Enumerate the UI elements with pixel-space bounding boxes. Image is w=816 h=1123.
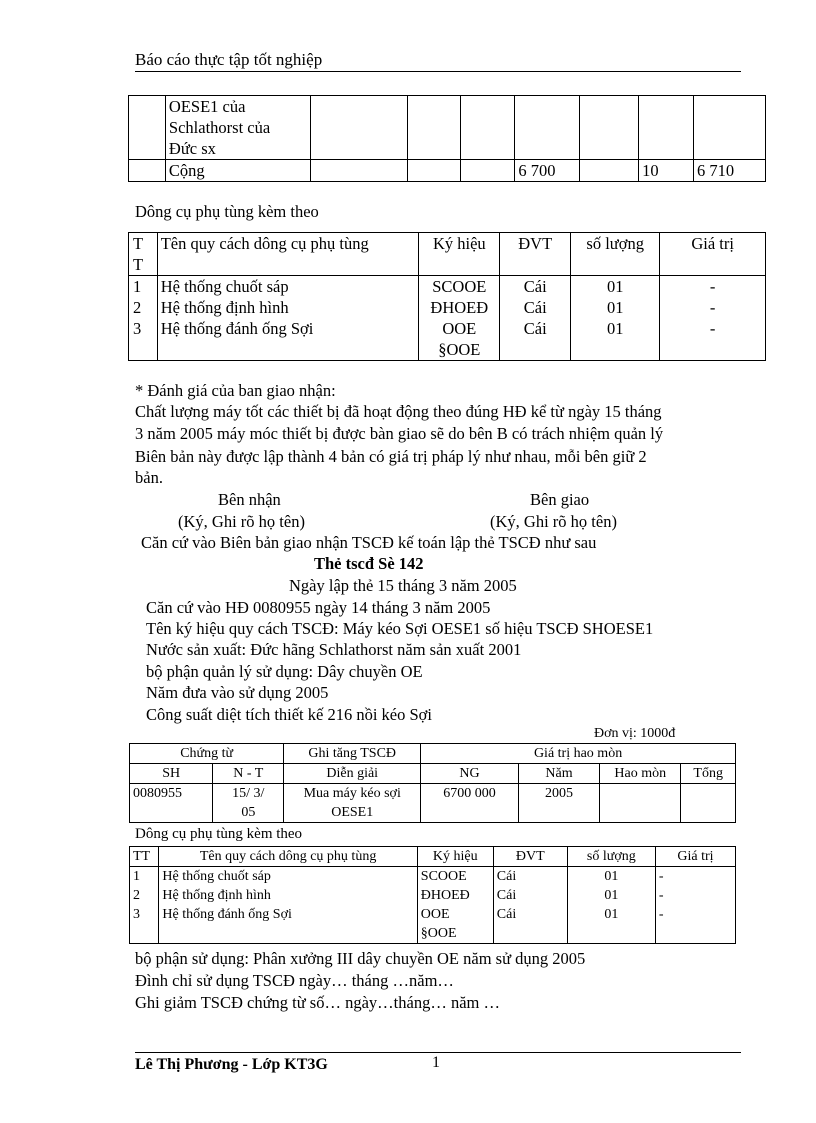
tools-title: Dông cụ phụ tùng kèm theo [135,202,319,221]
table-header-row: T T Tên quy cách dông cụ phụ tùng Ký hiệu ĐVT số lượng Giá trị [129,233,766,276]
paragraph-line: Chất lượng máy tốt các thiết bị đã hoạt động theo đúng HĐ kể từ ngày 15 tháng [135,402,662,421]
giver-sign: (Ký, Ghi rõ họ tên) [490,512,617,531]
evaluation-title: * Đánh giá của ban giao nhận: [135,381,336,400]
total-ng: 6 700 [515,160,580,182]
total-label: Cộng [165,160,310,182]
table-row: 1 2 3 Hệ thống chuốt sáp Hệ thống định hình Hệ thống đánh ống Sợi SCOOE ĐHOEĐ OOE §OOE Cái Cái Cái 01 01 01 - - - [130,867,736,944]
card-line: Năm đưa vào sử dụng 2005 [146,683,329,702]
total-sum: 6 710 [694,160,766,182]
card-line: Căn cứ vào HĐ 0080955 ngày 14 tháng 3 năm 2005 [146,598,491,617]
card-line: Nước sản xuất: Đức hãng Schlathorst năm sản xuất 2001 [146,640,522,659]
asset-card-table [129,743,736,823]
paragraph-line: 3 năm 2005 máy móc thiết bị được bàn giao sẽ do bên B có trách nhiệm quản lý [135,424,664,443]
header-rule [135,71,741,72]
unit-note: Đơn vị: 1000đ [594,726,676,741]
table-row: 0080955 15/ 3/ 05 Mua máy kéo sợi OESE1 6700 000 2005 [130,784,736,823]
total-c: 10 [639,160,694,182]
tools-table [128,232,766,361]
table-row [129,96,766,160]
giver-label: Bên giao [530,490,590,509]
paragraph-line: bản. [135,468,163,487]
table-row-total [129,160,766,182]
paragraph-line: Biên bản này được lập thành 4 bản có giá trị pháp lý như nhau, mỗi bên giữ 2 [135,447,647,466]
table-row: 1 2 3 Hệ thống chuốt sáp Hệ thống định hình Hệ thống đánh ống Sợi SCOOE ĐHOEĐ OOE §OOE Cái Cái Cái 01 01 01 - - - [129,276,766,361]
footer-author: Lê Thị Phương - Lớp KT3G [135,1056,328,1073]
card-date: Ngày lập thẻ 15 tháng 3 năm 2005 [289,576,517,595]
card-line: bộ phận quản lý sử dụng: Dây chuyền OE [146,662,423,681]
page-number: 1 [432,1054,440,1071]
usage-line: bộ phận sử dụng: Phân xưởng III dây chuyền OE năm sử dụng 2005 [135,949,586,968]
card-line: Tên ký hiệu quy cách TSCĐ: Máy kéo Sợi OESE1 số hiệu TSCĐ SHOESE1 [146,619,654,638]
receiver-sign: (Ký, Ghi rõ họ tên) [178,512,305,531]
tools-title-2: Dông cụ phụ tùng kèm theo [135,826,303,842]
suspension-line: Đình chỉ sử dụng TSCĐ ngày… tháng …năm… [135,971,454,990]
page-header-title: Báo cáo thực tập tốt nghiệp [135,50,323,69]
card-line: Công suất diệt tích thiết kế 216 nồi kéo Sợi [146,705,432,724]
asset-name-cell: OESE1 của Schlathorst của Đức sx [165,96,310,160]
receiver-label: Bên nhận [218,490,281,509]
footer-rule [135,1052,741,1053]
tools-table-2 [129,846,736,944]
table-header-row: SH N - T Diễn giải NG Năm Hao mòn Tổng [130,764,736,784]
basis-line: Căn cứ vào Biên bản giao nhận TSCĐ kế toán lập thẻ TSCĐ như sau [141,533,597,552]
table-header-row: Chứng từ Ghi tăng TSCĐ Giá trị hao mòn [130,744,736,764]
card-title: Thẻ tscđ Sè 142 [314,554,424,573]
table-header-row: TT Tên quy cách dông cụ phụ tùng Ký hiệu ĐVT số lượng Giá trị [130,847,736,867]
asset-table-continued [128,95,766,182]
write-off-line: Ghi giảm TSCĐ chứng từ số… ngày…tháng… năm … [135,993,500,1012]
